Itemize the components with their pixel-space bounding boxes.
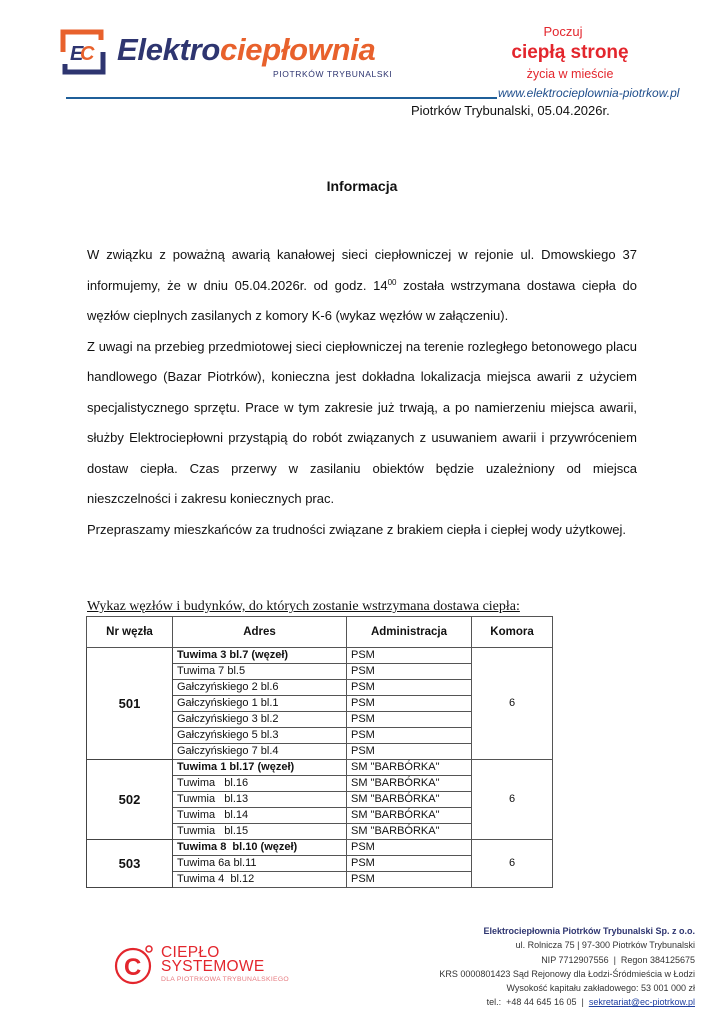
- address-cell: Tuwima bl.16: [173, 776, 347, 792]
- time-superscript: 00: [387, 277, 397, 287]
- address-cell: Gałczyńskiego 3 bl.2: [173, 712, 347, 728]
- nodes-table: [86, 616, 553, 888]
- document-title: Informacja: [326, 178, 398, 194]
- address-cell: Tuwmia bl.15: [173, 824, 347, 840]
- paragraph-1-text-a: W związku z poważną awarią kanałowej sieci ciepłowniczej w rejonie ul. Dmowskiego 37 informujemy, że w dniu 05.04.2026r. od godz. 14: [87, 247, 637, 293]
- address-cell: Tuwima 7 bl.5: [173, 664, 347, 680]
- address-cell: Gałczyńskiego 7 bl.4: [173, 744, 347, 760]
- administration-cell: SM "BARBÓRKA": [347, 824, 472, 840]
- administration-cell: SM "BARBÓRKA": [347, 792, 472, 808]
- administration-cell: PSM: [347, 664, 472, 680]
- administration-cell: SM "BARBÓRKA": [347, 776, 472, 792]
- footer-brand-line-1: CIEPŁO: [161, 944, 220, 961]
- footer-brand-line-3: DLA PIOTRKOWA TRYBUNALSKIEGO: [161, 976, 290, 983]
- administration-cell: PSM: [347, 648, 472, 664]
- chamber-cell: 6: [472, 648, 553, 760]
- administration-cell: PSM: [347, 744, 472, 760]
- administration-cell: PSM: [347, 840, 472, 856]
- chamber-cell: 6: [472, 840, 553, 888]
- footer-brand-line-2: SYSTEMOWE: [161, 958, 265, 975]
- paragraph-1-text-b: została wstrzymana dostawa ciepła do węzłów cieplnych zasilanych z komory K-6 (wykaz węzłów w załączeniu).: [87, 277, 637, 323]
- svg-text:C: C: [80, 43, 95, 65]
- logo-wordmark: [117, 32, 375, 68]
- table-row: [87, 840, 553, 856]
- table-row: [87, 648, 553, 664]
- node-number-cell: 503: [87, 840, 173, 888]
- address-cell: Tuwima 1 bl.17 (węzeł): [173, 760, 347, 776]
- chamber-cell: 6: [472, 760, 553, 840]
- company-email-link[interactable]: sekretariat@ec-piotrkow.pl: [588, 997, 695, 1008]
- table-caption: Wykaz węzłów i budynków, do których zostanie wstrzymana dostawa ciepła:: [87, 599, 520, 614]
- header-divider: [66, 97, 497, 99]
- administration-cell: SM "BARBÓRKA": [347, 808, 472, 824]
- header-administration: Administracja: [347, 617, 472, 648]
- company-name: Elektrociepłownia Piotrków Trybunalski Sp. z o.o.: [483, 926, 695, 936]
- table-row: [87, 760, 553, 776]
- header-chamber: Komora: [472, 617, 553, 648]
- company-capital: Wysokość kapitału zakładowego: 53 001 000 zł: [506, 983, 695, 994]
- paragraph-3: Przepraszamy mieszkańców za trudności związane z brakiem ciepła i ciepłej wody użytkowej.: [87, 521, 626, 537]
- address-cell: Gałczyńskiego 2 bl.6: [173, 680, 347, 696]
- address-cell: Gałczyńskiego 1 bl.1: [173, 696, 347, 712]
- address-cell: Tuwmia bl.13: [173, 792, 347, 808]
- svg-text:C: C: [124, 954, 142, 981]
- paragraph-2: Z uwagi na przebieg przedmiotowej sieci ciepłowniczej na terenie rozległego betonowego placu handlowego (Bazar Piotrków), konieczna jest dokładna lokalizacja miejsca awarii z użyciem specjalistycznego sprzętu. Prace w tym zakresie już trwają, a po namierzeniu miejsca awarii, służby Elektrociepłowni przystąpią do robót związanych z usuwaniem awarii i przywróceniem dostaw ciepła. Czas przerwy w zasilaniu obiektów będzie uzależniony od miejsca nieszczelności i zakresu koniecznych prac.: [87, 338, 637, 506]
- company-phone: tel.: +48 44 645 16 05 |: [486, 997, 589, 1008]
- document-body: [87, 240, 637, 545]
- svg-text:E: E: [70, 43, 84, 65]
- header-address: Adres: [173, 617, 347, 648]
- company-details: [439, 924, 695, 1010]
- administration-cell: PSM: [347, 728, 472, 744]
- cieplo-systemowe-logo: [113, 943, 313, 993]
- slogan-line-3: życia w mieście: [526, 67, 614, 81]
- slogan-line-1: Poczuj: [543, 24, 583, 39]
- node-number-cell: 501: [87, 648, 173, 760]
- cieplo-systemowe-c-icon: [113, 943, 157, 987]
- administration-cell: PSM: [347, 696, 472, 712]
- company-logo: [57, 26, 393, 82]
- company-ids: NIP 7712907556 | Regon 384125675: [541, 954, 695, 965]
- company-krs: KRS 0000801423 Sąd Rejonowy dla Łodzi-Śródmieścia w Łodzi: [439, 968, 695, 979]
- administration-cell: PSM: [347, 680, 472, 696]
- table-header-row: [87, 617, 553, 648]
- slogan-line-2: ciepłą stronę: [511, 42, 629, 63]
- logo-subtitle: PIOTRKÓW TRYBUNALSKI: [273, 69, 393, 79]
- slogan: [470, 24, 670, 82]
- address-cell: Tuwima 6a bl.11: [173, 856, 347, 872]
- logo-word-elektro: Elektro: [117, 32, 220, 67]
- administration-cell: PSM: [347, 856, 472, 872]
- address-cell: Tuwima 4 bl.12: [173, 872, 347, 888]
- administration-cell: SM "BARBÓRKA": [347, 760, 472, 776]
- company-address: ul. Rolnicza 75 | 97-300 Piotrków Trybunalski: [515, 940, 695, 951]
- node-number-cell: 502: [87, 760, 173, 840]
- address-cell: Gałczyńskiego 5 bl.3: [173, 728, 347, 744]
- address-cell: Tuwima bl.14: [173, 808, 347, 824]
- paragraph-1: [87, 240, 637, 332]
- website-link[interactable]: www.elektrocieplownia-piotrkow.pl: [498, 86, 680, 100]
- logo-word-cieplownia: ciepłownia: [220, 32, 376, 67]
- company-contact: [439, 995, 695, 1009]
- ec-logo-icon: [57, 26, 109, 78]
- address-cell: Tuwima 8 bl.10 (węzeł): [173, 840, 347, 856]
- administration-cell: PSM: [347, 712, 472, 728]
- administration-cell: PSM: [347, 872, 472, 888]
- address-cell: Tuwima 3 bl.7 (węzeł): [173, 648, 347, 664]
- place-and-date: Piotrków Trybunalski, 05.04.2026r.: [411, 103, 610, 118]
- header-node-number: Nr węzła: [87, 617, 173, 648]
